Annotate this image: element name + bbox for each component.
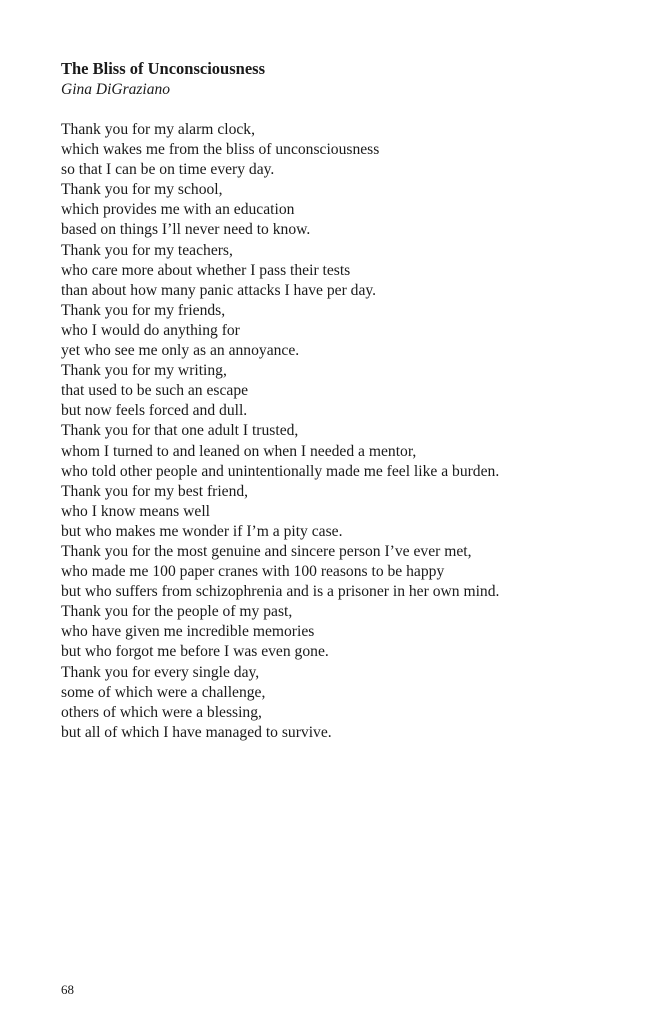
poem-line: who made me 100 paper cranes with 100 reasons to be happy [61,563,445,581]
poem-line: who I know means well [61,502,210,520]
poem-line: but who makes me wonder if I’m a pity case. [61,522,343,540]
poem-line: Thank you for every single day, [61,663,260,681]
poem-line: yet who see me only as an annoyance. [61,342,300,360]
poem-line: who told other people and unintentionally made me feel like a burden. [61,462,500,480]
poem-line: which provides me with an education [61,201,295,219]
poem-line: who have given me incredible memories [61,623,315,641]
poem-line: but all of which I have managed to survive. [61,723,332,741]
poem-line: who I would do anything for [61,321,240,339]
poem-line: whom I turned to and leaned on when I needed a mentor, [61,442,417,460]
poem-line: but who suffers from schizophrenia and is a prisoner in her own mind. [61,583,500,601]
poem-line: Thank you for my alarm clock, [61,121,255,138]
poem-line: which wakes me from the bliss of unconsciousness [61,141,380,159]
poem-line: others of which were a blessing, [61,703,262,721]
poem-line: Thank you for the most genuine and sincere person I’ve ever met, [61,542,472,560]
poem-line: who care more about whether I pass their tests [61,261,351,279]
poem-line: Thank you for that one adult I trusted, [61,422,299,440]
poem-line: Thank you for the people of my past, [61,603,293,621]
poem-line: Thank you for my school, [61,181,223,199]
poem-line: than about how many panic attacks I have per day. [61,281,377,299]
poem-line: but who forgot me before I was even gone. [61,643,329,661]
poem-line: Thank you for my writing, [61,362,227,380]
poem-line: Thank you for my best friend, [61,482,249,500]
poem-line: that used to be such an escape [61,382,249,400]
poem-line: so that I can be on time every day. [61,161,275,179]
poem-line: based on things I’ll never need to know. [61,221,311,239]
poem-line: but now feels forced and dull. [61,402,248,420]
poem-line: Thank you for my teachers, [61,241,233,259]
poem-line: Thank you for my friends, [61,301,226,319]
poem-line: some of which were a challenge, [61,683,266,701]
poem-title: The Bliss of Unconsciousness [61,59,266,78]
poem-author: Gina DiGraziano [61,81,170,98]
page-number: 68 [61,982,74,997]
poem-body [61,120,499,743]
